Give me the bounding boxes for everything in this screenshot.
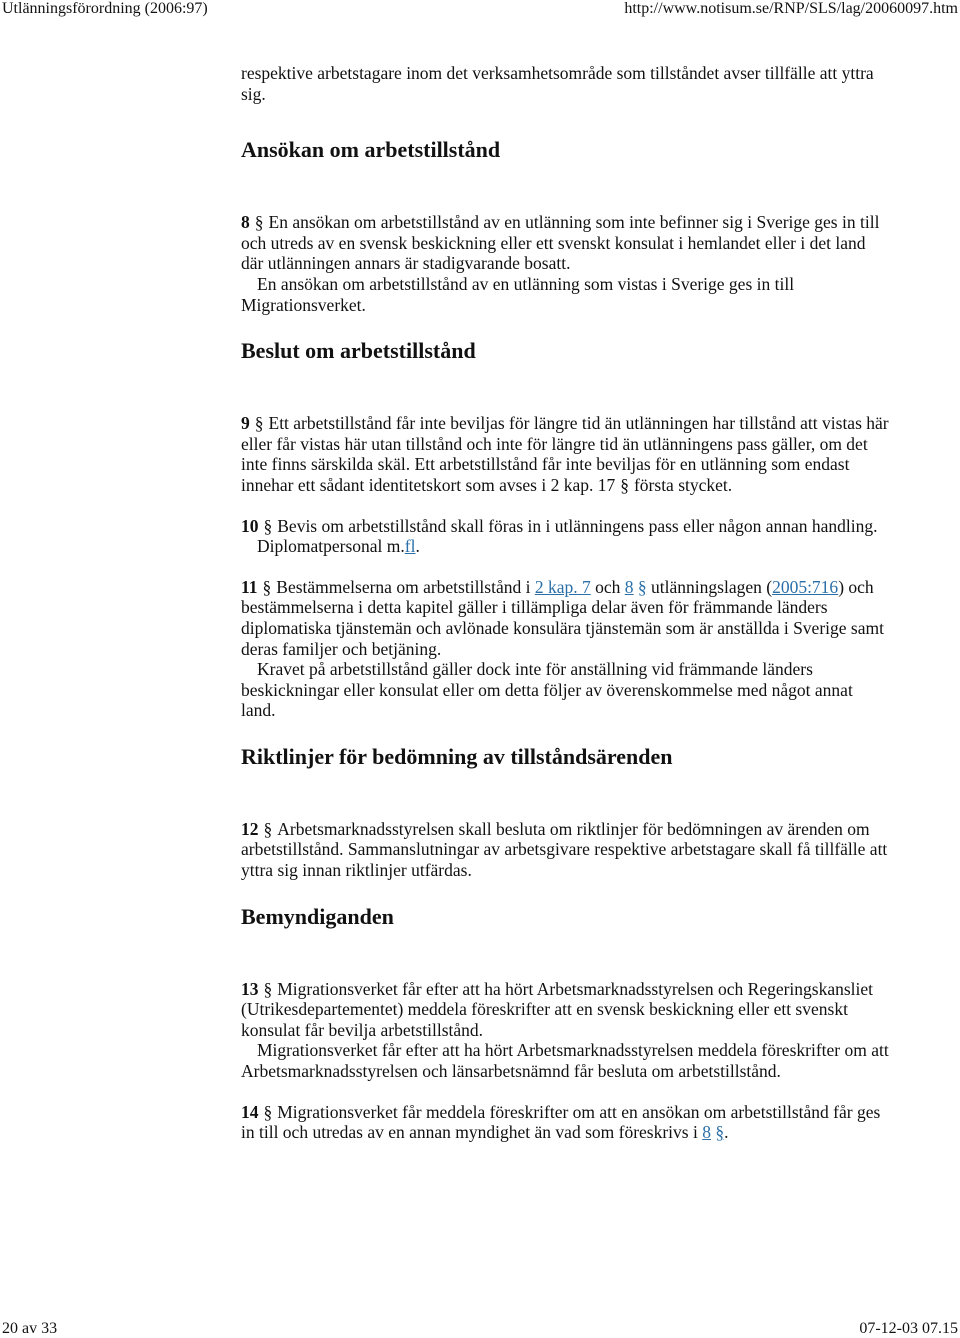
section-text: En ansökan om arbetstillstånd av en utlänning som inte befinner sig i Sverige ges in till och utreds av en svensk beskickning eller ett svenskt konsulat i hemlandet eller i det land där utlänningen annars är stadigvarande bosatt.	[241, 212, 880, 274]
section-sign: §	[262, 576, 272, 597]
section-number: 10	[241, 515, 259, 536]
section-10	[241, 516, 891, 537]
section-text: .	[415, 536, 420, 557]
section-text-tail: första stycket.	[633, 474, 733, 495]
section-text: Diplomatpersonal m.	[257, 536, 405, 557]
page-header-url: http://www.notisum.se/RNP/SLS/lag/20060097.htm	[624, 0, 958, 17]
section-sign: §	[263, 818, 273, 839]
page-footer-datetime: 07-12-03 07.15	[859, 1320, 958, 1337]
intro-paragraph: respektive arbetstagare inom det verksamhetsområde som tillståndet avser tillfälle att yttra sig.	[241, 63, 874, 104]
section-13-paragraph-2: Migrationsverket får efter att ha hört Arbetsmarknadsstyrelsen meddela föreskrifter om att Arbetsmarknadsstyrelsen och länsarbetsnämnd får besluta om arbetstillstånd.	[241, 1040, 889, 1082]
link-fl[interactable]: fl	[404, 536, 416, 557]
link-2005-716[interactable]: 2005:716	[772, 576, 839, 597]
section-11-paragraph-2: Kravet på arbetstillstånd gäller dock inte för anställning vid främmande länders beskickningar eller konsulat eller om detta följer av överenskommelse med något annat land.	[241, 659, 853, 721]
section-10-paragraph-2	[241, 536, 891, 557]
section-8-paragraph-2: En ansökan om arbetstillstånd av en utlänning som vistas i Sverige ges in till Migrationsverket.	[241, 273, 795, 315]
section-8	[241, 212, 891, 274]
section-number: 9	[241, 413, 250, 434]
section-number: 8	[241, 212, 250, 233]
heading-ansokan: Ansökan om arbetstillstånd	[241, 137, 501, 163]
heading-riktlinjer: Riktlinjer för bedömning av tillståndsärenden	[241, 743, 673, 769]
document-body	[241, 63, 891, 1143]
section-text: ) och bestämmelserna i detta kapitel gäller i tillämpliga delar även för främmande länders diplomatiska tjänstemän och avlönade konsulära tjänstemän som är anställda i Sverige samt deras familjer och betjäning.	[241, 576, 884, 659]
section-sign: §	[263, 978, 273, 999]
section-12	[241, 819, 891, 881]
section-number: 13	[241, 978, 259, 999]
link-8-section[interactable]: 8	[702, 1122, 711, 1143]
page-footer-pagination: 20 av 33	[2, 1320, 58, 1337]
section-text: Bevis om arbetstillstånd skall föras in i utlänningens pass eller någon annan handling.	[277, 515, 878, 536]
section-text: utlänningslagen (	[651, 576, 773, 597]
heading-beslut: Beslut om arbetstillstånd	[241, 338, 476, 364]
link-8[interactable]: 8	[624, 576, 634, 597]
link-section-sign[interactable]: §	[715, 1122, 725, 1143]
link-2-kap-7[interactable]: 2 kap. 7	[534, 576, 591, 597]
section-text: .	[724, 1122, 729, 1143]
section-sign: §	[263, 1101, 273, 1122]
section-text: Ett arbetstillstånd får inte beviljas för längre tid än utlänningen har tillstånd att vistas här eller får vistas här utan tillstånd och inte för längre tid än utlänningens pass gäller, om det inte finns särskilda skäl. Ett arbetstillstånd får inte beviljas för en utlänning som endast innehar ett sådant identitetskort som avses i 2 kap. 17	[241, 413, 889, 495]
section-text: Migrationsverket får efter att ha hört Arbetsmarknadsstyrelsen och Regeringskansliet (Utrikesdepartementet) meddela föreskrifter att en svensk beskickning eller ett svenskt konsulat får bevilja arbetstillstånd.	[241, 978, 874, 1040]
section-sign: §	[254, 212, 264, 233]
heading-bemyndiganden: Bemyndiganden	[241, 903, 394, 929]
section-13	[241, 979, 891, 1041]
section-text: och	[595, 576, 621, 597]
section-text: Migrationsverket får meddela föreskrifter om att en ansökan om arbetstillstånd får ges in till och utredas av en annan myndighet än vad som föreskrivs i	[241, 1101, 881, 1143]
section-9	[241, 413, 891, 495]
section-sign: §	[620, 474, 629, 495]
page-header-title: Utlänningsförordning (2006:97)	[2, 0, 208, 17]
section-11	[241, 577, 891, 659]
section-sign: §	[254, 413, 264, 434]
section-text: Bestämmelserna om arbetstillstånd i	[276, 576, 531, 597]
section-14	[241, 1102, 891, 1143]
section-sign: §	[263, 515, 273, 536]
section-number: 11	[241, 576, 258, 597]
section-number: 12	[241, 818, 259, 839]
section-text: Arbetsmarknadsstyrelsen skall besluta om riktlinjer för bedömningen av ärenden om arbetstillstånd. Sammanslutningar av arbetsgivare respektive arbetstagare skall få tillfälle att yttra sig innan riktlinjer utfärdas.	[241, 818, 888, 881]
link-section-sign[interactable]: §	[637, 576, 647, 597]
section-number: 14	[241, 1101, 259, 1122]
